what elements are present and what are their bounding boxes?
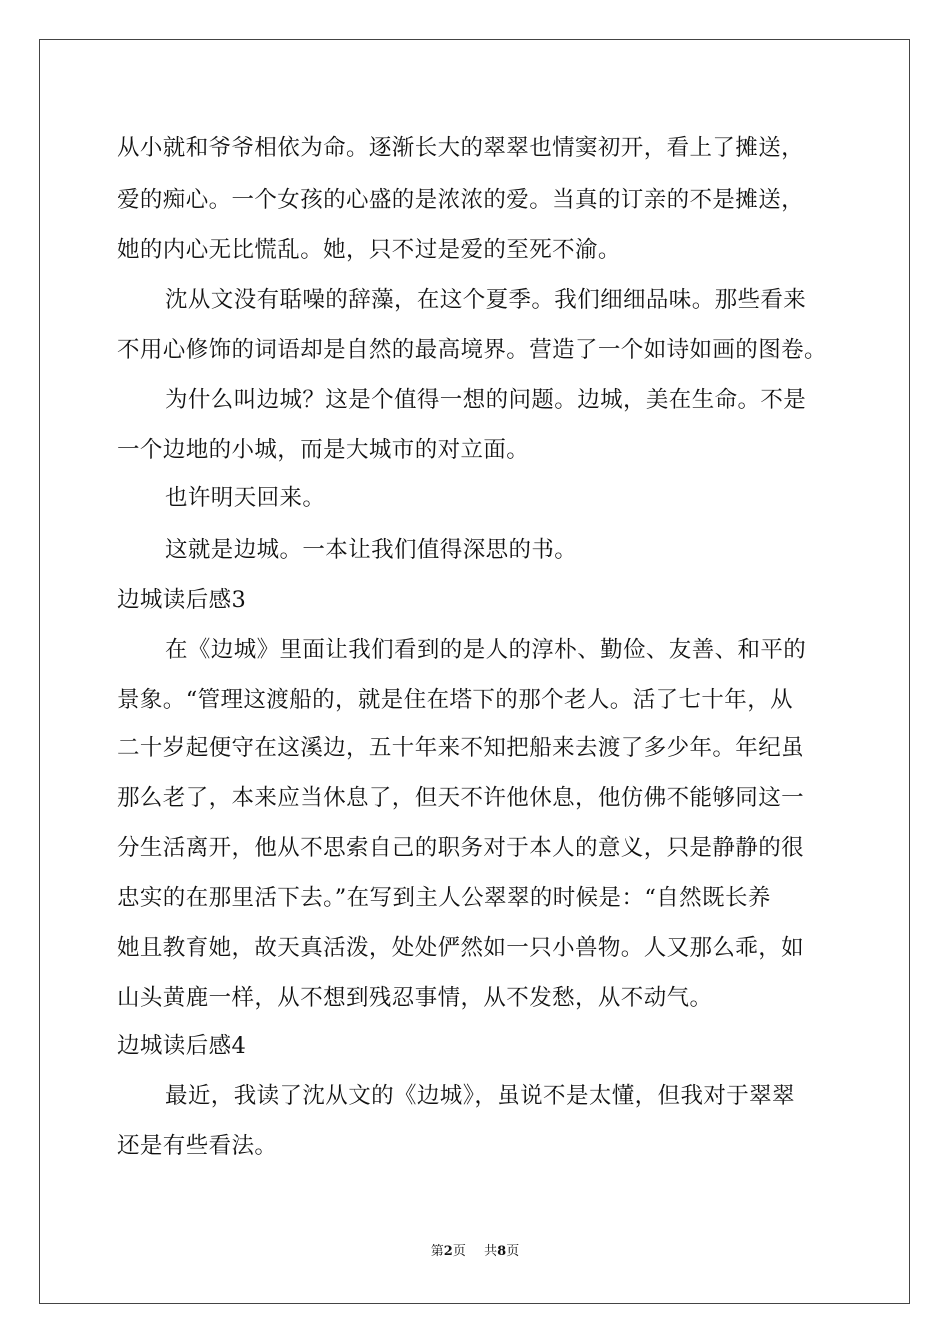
- total-prefix: 共: [484, 1244, 498, 1259]
- page-footer: [0, 1243, 950, 1261]
- page-border: [39, 39, 910, 1304]
- paragraph-line: 景象。“管理这渡船的，就是住在塔下的那个老人。活了七十年，从: [117, 687, 794, 713]
- paragraph-line: 沈从文没有聒噪的辞藻，在这个夏季。我们细细品味。那些看来: [165, 287, 807, 313]
- paragraph-line: 一个边地的小城，而是大城市的对立面。: [117, 437, 530, 463]
- paragraph-line: 为什么叫边城？这是个值得一想的问题。边城，美在生命。不是: [165, 387, 807, 413]
- current-page-number: 2: [443, 1244, 453, 1259]
- section-heading: 边城读后感3: [117, 587, 247, 613]
- paragraph-line: 她且教育她，故天真活泼，处处俨然如一只小兽物。人又那么乖，如: [117, 935, 805, 961]
- paragraph-line: 分生活离开，他从不思索自己的职务对于本人的意义，只是静静的很: [117, 835, 805, 861]
- section-heading: 边城读后感4: [117, 1033, 247, 1059]
- paragraph-line: 不用心修饰的词语却是自然的最高境界。营造了一个如诗如画的图卷。: [117, 337, 827, 363]
- page-unit: 页: [452, 1244, 466, 1259]
- total-unit: 页: [506, 1244, 520, 1259]
- paragraph-line: 山头黄鹿一样，从不想到残忍事情，从不发愁，从不动气。: [117, 985, 713, 1011]
- page-prefix: 第: [430, 1244, 444, 1259]
- paragraph-line: 最近，我读了沈从文的《边城》，虽说不是太懂，但我对于翠翠: [165, 1083, 795, 1109]
- paragraph-line: 二十岁起便守在这溪边，五十年来不知把船来去渡了多少年。年纪虽: [117, 735, 805, 761]
- paragraph-line: 在《边城》里面让我们看到的是人的淳朴、勤俭、友善、和平的: [165, 637, 807, 663]
- paragraph-line: 从小就和爷爷相依为命。逐渐长大的翠翠也情窦初开，看上了摊送，: [117, 135, 805, 161]
- paragraph-line: 她的内心无比慌乱。她，只不过是爱的至死不渝。: [117, 237, 621, 263]
- paragraph-line: 还是有些看法。: [117, 1133, 278, 1159]
- paragraph-line: 忠实的在那里活下去。”在写到主人公翠翠的时候是：“自然既长养: [117, 885, 771, 911]
- paragraph-line: 这就是边城。一本让我们值得深思的书。: [165, 537, 578, 563]
- total-page-number: 8: [497, 1244, 507, 1259]
- paragraph-line: 爱的痴心。一个女孩的心盛的是浓浓的爱。当真的订亲的不是摊送，: [117, 187, 805, 213]
- paragraph-line: 那么老了，本来应当休息了，但天不许他休息，他仿佛不能够同这一: [117, 785, 805, 811]
- paragraph-line: 也许明天回来。: [165, 485, 326, 511]
